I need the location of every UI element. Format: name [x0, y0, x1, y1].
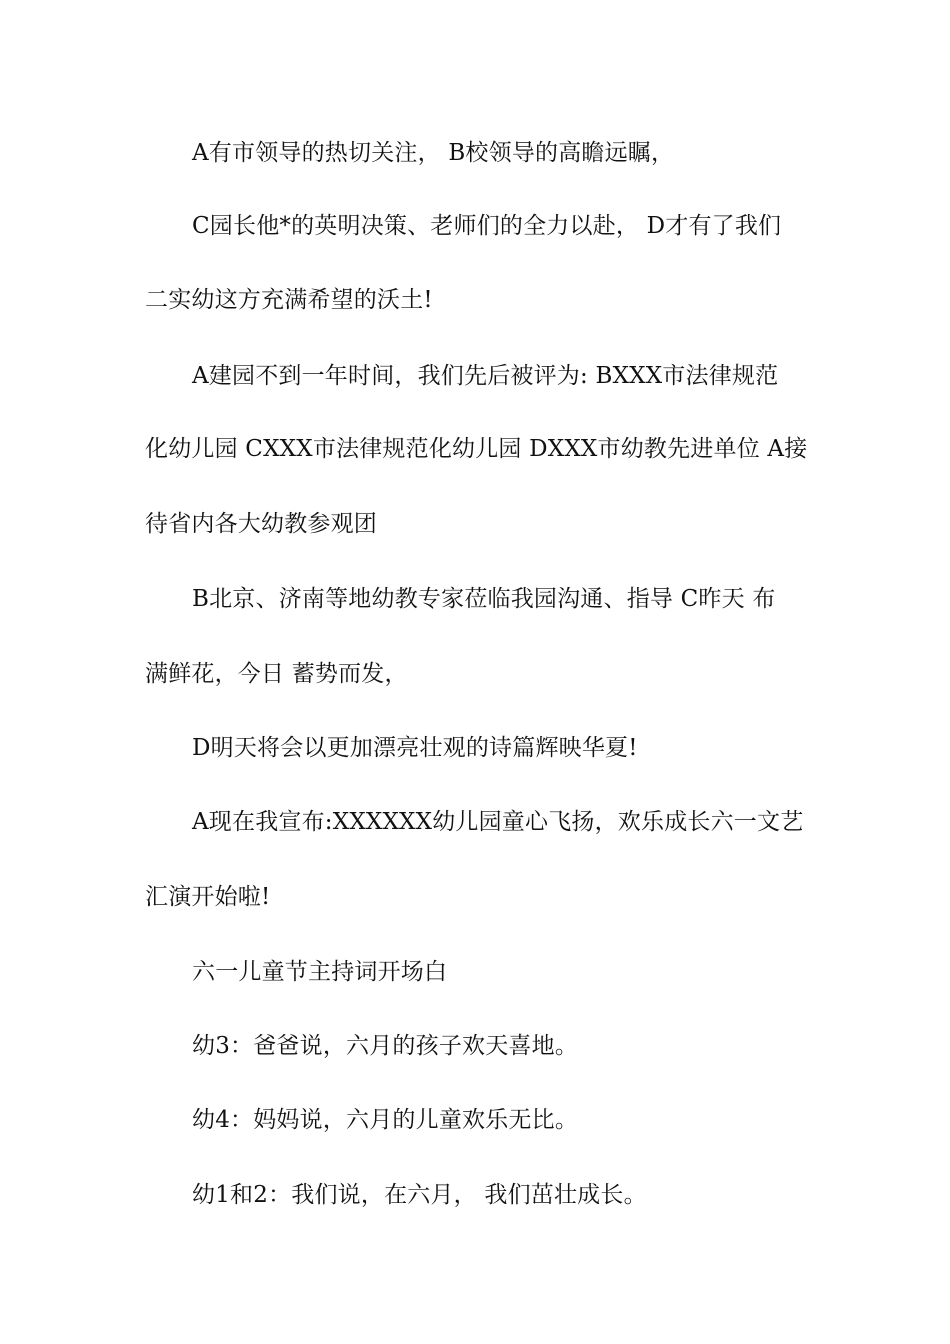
paragraph-line-4: A建园不到一年时间，我们先后被评为: BXXX市法律规范 — [192, 363, 779, 389]
paragraph-line-2: C园长他*的英明决策、老师们的全力以赴， D才有了我们 — [192, 213, 782, 239]
paragraph-line-8: 满鲜花，今日 蓄势而发， — [145, 661, 408, 687]
dialogue-line-2: 幼4：妈妈说，六月的儿童欢乐无比。 — [192, 1107, 579, 1133]
paragraph-line-7: B北京、济南等地幼教专家莅临我园沟通、指导 C昨天 布 — [192, 586, 776, 612]
paragraph-line-9: D明天将会以更加漂亮壮观的诗篇辉映华夏! — [192, 735, 638, 761]
paragraph-line-5: 化幼儿园 CXXX市法律规范化幼儿园 DXXX市幼教先进单位 A接 — [145, 436, 808, 462]
paragraph-line-1: A有市领导的热切关注， B校领导的高瞻远瞩， — [192, 140, 675, 166]
paragraph-line-6: 待省内各大幼教参观团 — [145, 511, 377, 537]
paragraph-line-3: 二实幼这方充满希望的沃土! — [145, 287, 433, 313]
section-heading: 六一儿童节主持词开场白 — [192, 959, 448, 985]
dialogue-line-3: 幼1和2：我们说，在六月， 我们茁壮成长。 — [192, 1182, 647, 1208]
paragraph-line-11: 汇演开始啦! — [145, 884, 271, 910]
paragraph-line-10: A现在我宣布:XXXXXX幼儿园童心飞扬，欢乐成长六一文艺 — [192, 809, 804, 835]
dialogue-line-1: 幼3：爸爸说，六月的孩子欢天喜地。 — [192, 1033, 579, 1059]
